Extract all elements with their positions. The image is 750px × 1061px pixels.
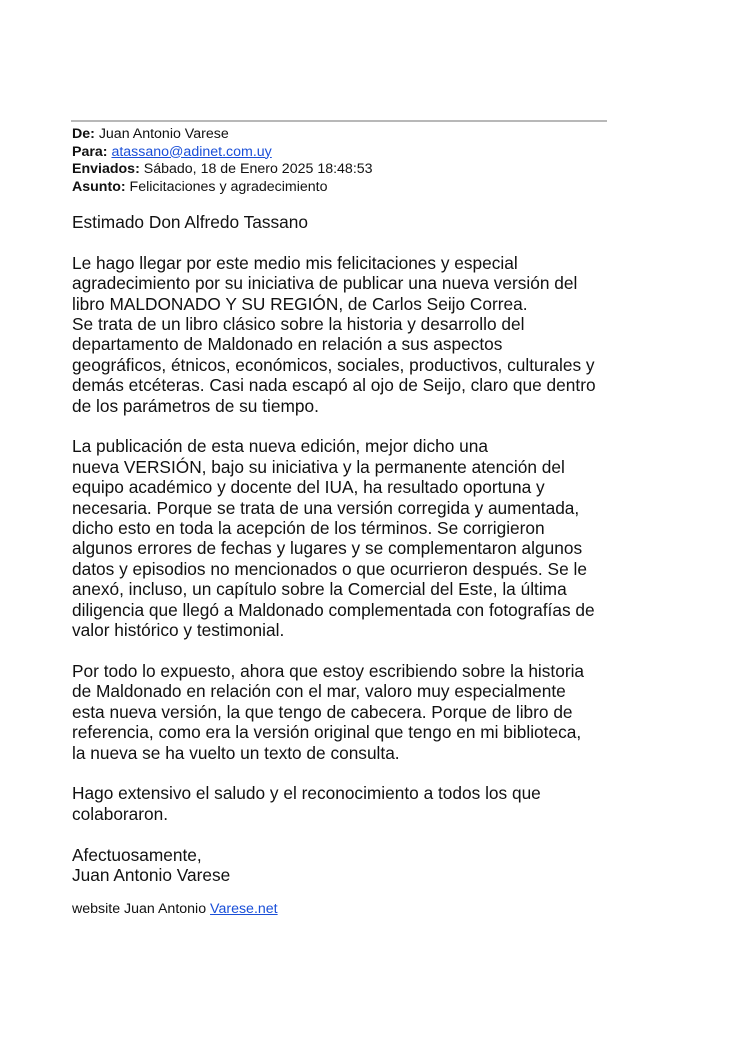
sent-label: Enviados: (72, 161, 140, 177)
from-value: Juan Antonio Varese (98, 126, 229, 142)
paragraph-4 (72, 783, 617, 824)
paragraph-line: Se trata de un libro clásico sobre la historia y desarrollo del (72, 314, 525, 335)
paragraph-line: libro MALDONADO Y SU REGIÓN, de Carlos Seijo Correa. (72, 293, 528, 314)
sent-row (72, 161, 373, 179)
paragraph-line: diligencia que llegó a Maldonado complementada con fotografías de (72, 599, 595, 620)
paragraph-line: agradecimiento por su iniciativa de publicar una nueva versión del (72, 273, 578, 294)
subject-value: Felicitaciones y agradecimiento (129, 178, 328, 195)
to-email-link[interactable]: atassano@adinet.com.uy (111, 143, 272, 160)
paragraph-line: anexó, incluso, un capítulo sobre la Comercial del Este, la última (72, 579, 567, 600)
paragraph-line: La publicación de esta nueva edición, mejor dicho una (72, 436, 488, 457)
signature: Juan Antonio Varese (72, 864, 231, 885)
greeting: Estimado Don Alfredo Tassano (72, 212, 308, 232)
paragraph-line: departamento de Maldonado en relación a sus aspectos (72, 334, 503, 355)
subject-row (72, 179, 373, 197)
paragraph-line: referencia, como era la versión original que tengo en mi biblioteca, (72, 722, 582, 743)
closing-salutation: Afectuosamente, (72, 844, 202, 865)
paragraph-2 (72, 436, 617, 640)
footer-text: website Juan Antonio (72, 901, 207, 917)
paragraph-line: demás etcéteras. Casi nada escapó al ojo de Seijo, claro que dentro (72, 375, 596, 396)
subject-label: Asunto: (72, 178, 126, 195)
paragraph-line: colaboraron. (72, 803, 169, 824)
paragraph-line: la nueva se ha vuelto un texto de consulta. (72, 742, 400, 763)
paragraph-line: Le hago llegar por este medio mis felicitaciones y especial (72, 252, 518, 273)
paragraph-1 (72, 253, 617, 416)
paragraph-line: geográficos, étnicos, económicos, sociales, productivos, culturales y (72, 354, 595, 375)
header-divider (71, 120, 607, 122)
website-link[interactable]: Varese.net (210, 901, 278, 917)
footer (72, 901, 278, 918)
paragraph-line: Hago extensivo el saludo y el reconocimiento a todos los que (72, 783, 541, 804)
paragraph-line: datos y episodios no mencionados o que ocurrieron después. Se le (72, 558, 587, 579)
closing (72, 845, 617, 886)
paragraph-line: esta nueva versión, la que tengo de cabecera. Porque de libro de (72, 701, 573, 722)
paragraph-3 (72, 661, 617, 763)
paragraph-line: necesaria. Porque se trata de una versión corregida y aumentada, (72, 497, 580, 518)
from-row (72, 126, 373, 144)
sent-value: Sábado, 18 de Enero 2025 18:48:53 (143, 161, 373, 177)
to-row (72, 144, 373, 162)
paragraph-line: nueva VERSIÓN, bajo su iniciativa y la permanente atención del (72, 456, 565, 477)
paragraph-line: equipo académico y docente del IUA, ha resultado oportuna y (72, 477, 545, 498)
paragraph-line: dicho esto en toda la acepción de los términos. Se corrigieron (72, 518, 545, 539)
paragraph-line: de Maldonado en relación con el mar, valoro muy especialmente (72, 681, 566, 702)
email-header (72, 126, 373, 196)
paragraph-line: valor histórico y testimonial. (72, 620, 285, 641)
from-label: De: (72, 126, 95, 142)
paragraph-line: algunos errores de fechas y lugares y se complementaron algunos (72, 538, 583, 559)
email-body (72, 212, 617, 906)
paragraph-line: Por todo lo expuesto, ahora que estoy escribiendo sobre la historia (72, 660, 585, 681)
to-label: Para: (72, 143, 108, 160)
paragraph-line: de los parámetros de su tiempo. (72, 395, 319, 416)
